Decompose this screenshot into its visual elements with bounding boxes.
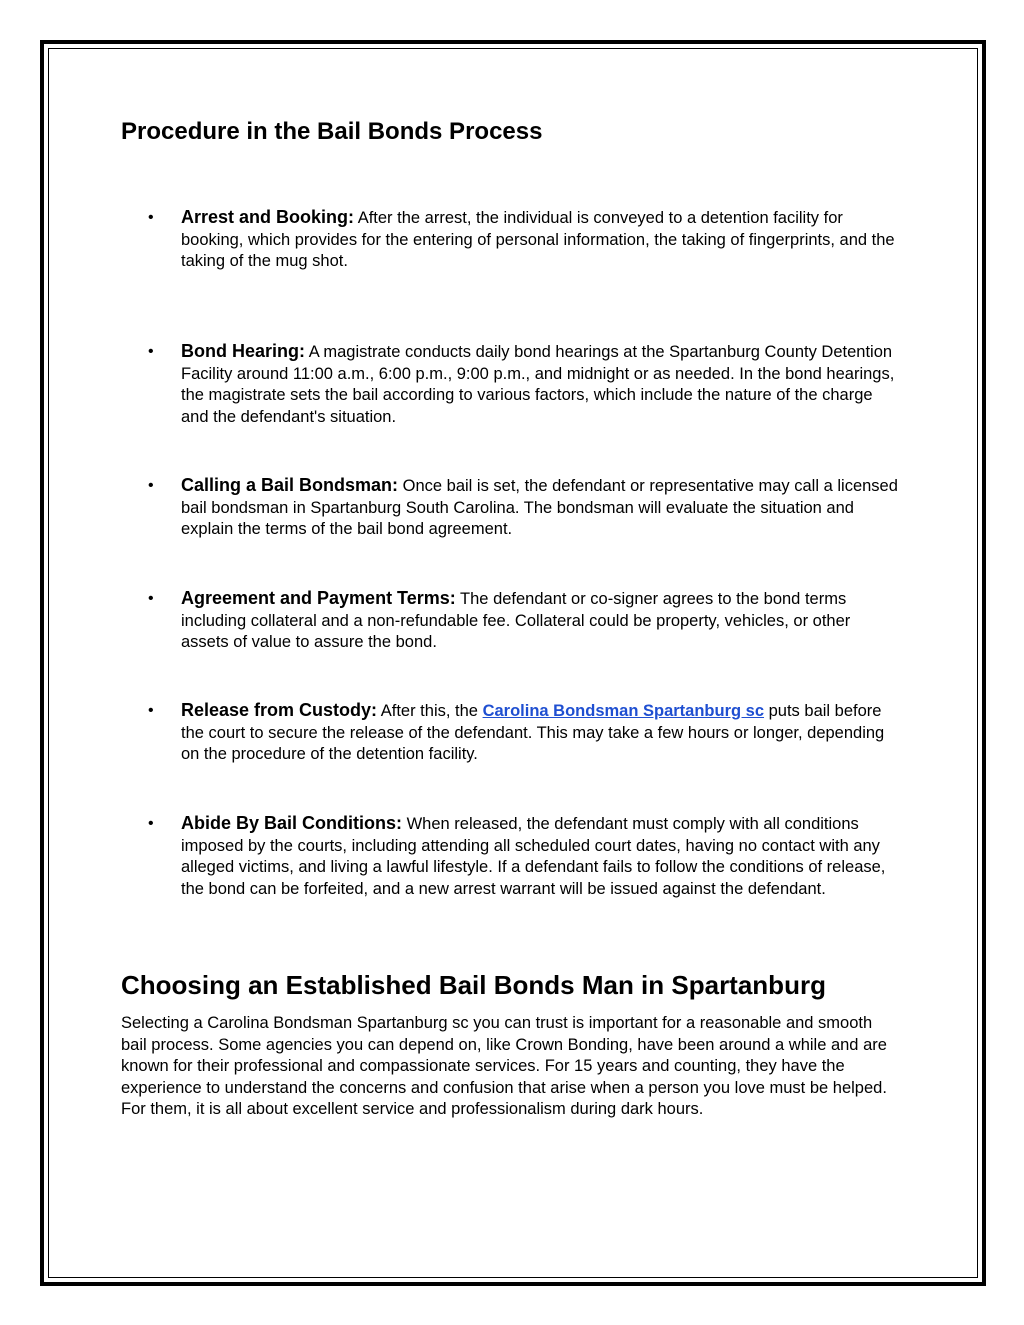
carolina-bondsman-link[interactable]: Carolina Bondsman Spartanburg sc bbox=[482, 702, 765, 720]
list-item-term: Arrest and Booking: bbox=[181, 207, 355, 227]
bullet-icon: • bbox=[148, 590, 154, 607]
bullet-icon: • bbox=[148, 343, 154, 360]
list-item-text-before: After this, the bbox=[380, 702, 478, 720]
list-item-text: The defendant or co-signer agrees to the bond terms including collateral and a non-refundable fee. Collateral could be property, vehicles, or other assets of value to assure the bond. bbox=[181, 590, 851, 651]
section-heading-choosing: Choosing an Established Bail Bonds Man in Spartanburg bbox=[121, 970, 826, 1000]
bullet-icon: • bbox=[148, 702, 154, 719]
list-item-text-after: puts bail before the court to secure the release of the defendant. This may take a few hours or longer, depending on the procedure of the detention facility. bbox=[181, 702, 885, 763]
list-item-term: Bond Hearing: bbox=[181, 341, 305, 361]
list-item-term: Agreement and Payment Terms: bbox=[181, 588, 456, 608]
list-item-release-custody bbox=[148, 700, 901, 766]
list-item-term: Release from Custody: bbox=[181, 700, 378, 720]
list-item-bond-hearing bbox=[148, 341, 901, 428]
bullet-icon: • bbox=[148, 815, 154, 832]
list-item-term: Abide By Bail Conditions: bbox=[181, 813, 403, 833]
list-item-text: Once bail is set, the defendant or representative may call a licensed bail bondsman in Spartanburg South Carolina. The bondsman will evaluate the situation and explain the terms of the bail bond agreement. bbox=[181, 477, 898, 538]
list-item-text: When released, the defendant must comply with all conditions imposed by the courts, including attending all scheduled court dates, having no contact with any alleged victims, and living a lawful lifestyle. If a defendant fails to follow the conditions of release, the bond can be forfeited, and a new arrest warrant will be issued against the defendant. bbox=[181, 815, 886, 898]
choosing-paragraph: Selecting a Carolina Bondsman Spartanburg sc you can trust is important for a reasonable and smooth bail process. Some agencies you can depend on, like Crown Bonding, have been around a while and are known for their professional and compassionate services. For 15 years and counting, they have the experience to understand the concerns and confusion that arise when a person you love must be helped. For them, it is all about excellent service and professionalism during dark hours. bbox=[121, 1014, 887, 1118]
list-item-text: A magistrate conducts daily bond hearings at the Spartanburg County Detention Facility around 11:00 a.m., 6:00 p.m., 9:00 p.m., and midnight or as needed. In the bond hearings, the magistrate sets the bail according to various factors, which include the nature of the charge and the defendant's situation. bbox=[181, 343, 895, 426]
bullet-icon: • bbox=[148, 209, 154, 226]
bullet-icon: • bbox=[148, 477, 154, 494]
section-heading-procedure: Procedure in the Bail Bonds Process bbox=[121, 118, 543, 145]
list-item-term: Calling a Bail Bondsman: bbox=[181, 475, 399, 495]
list-item-arrest-booking bbox=[148, 207, 901, 273]
list-item-calling-bondsman bbox=[148, 475, 901, 541]
list-item-bail-conditions bbox=[148, 813, 901, 900]
list-item-agreement-payment bbox=[148, 588, 901, 654]
list-item-text: After the arrest, the individual is conveyed to a detention facility for booking, which provides for the entering of personal information, the taking of fingerprints, and the taking of the mug shot. bbox=[181, 209, 895, 270]
